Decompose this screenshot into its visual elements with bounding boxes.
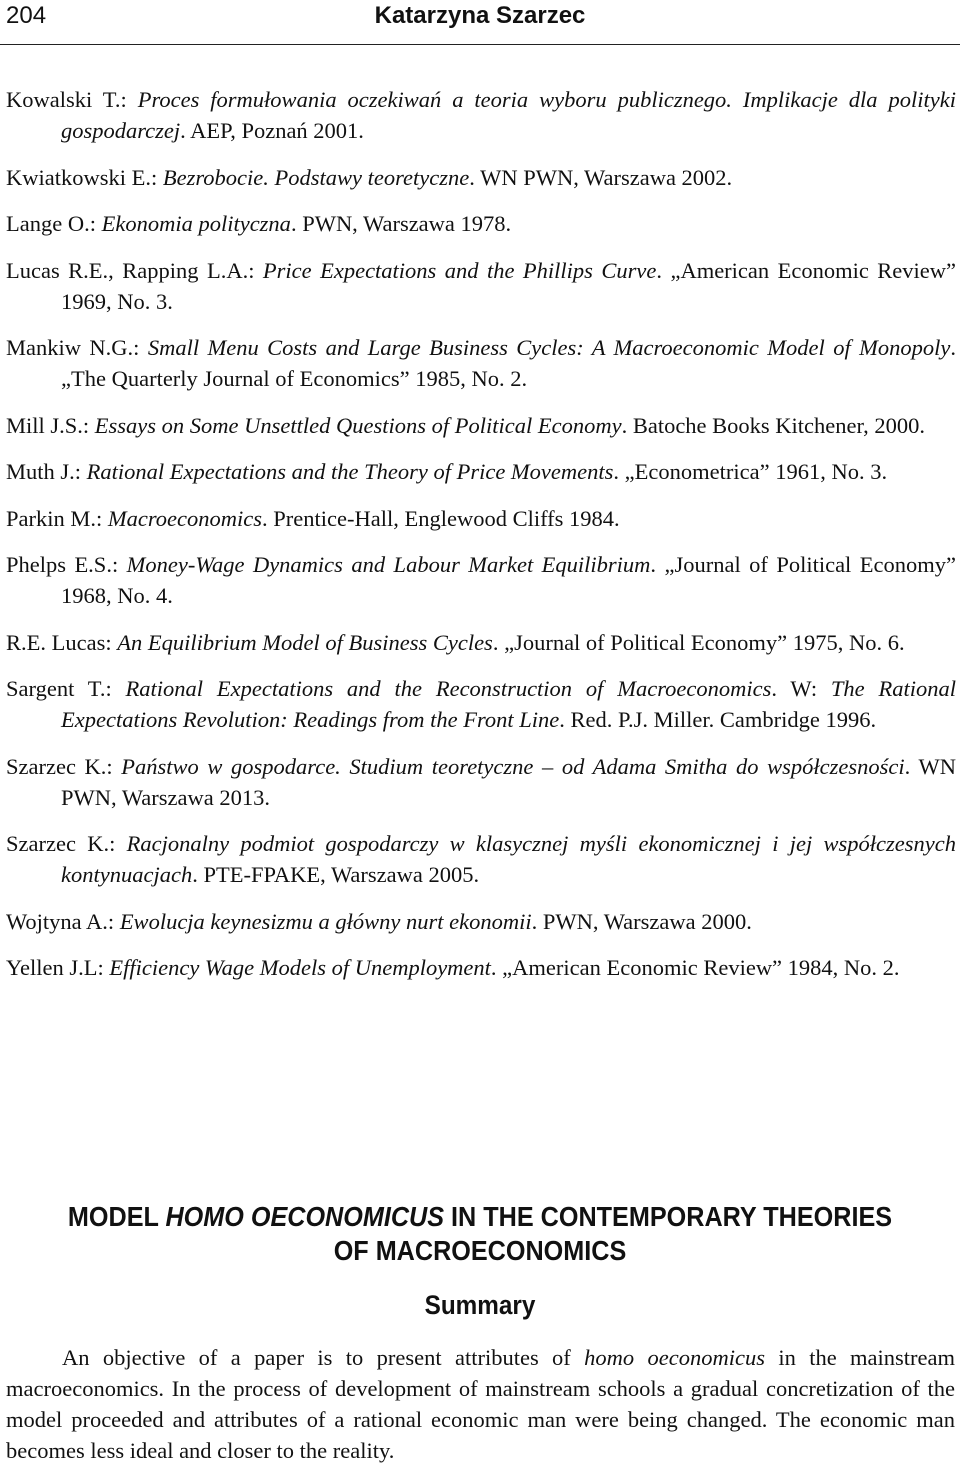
summary-italic: homo oeconomicus xyxy=(584,1345,765,1370)
reference-title: Ekonomia polityczna xyxy=(101,211,291,236)
reference-text: . „Journal of Political Economy” 1975, No. 6. xyxy=(492,629,905,655)
reference-text: . AEP, Poznań 2001. xyxy=(180,118,364,143)
reference-title: Bezrobocie. Podstawy teoretyczne xyxy=(162,164,470,190)
reference-text: . „Journal of Political Economy” 1968, No. 4. xyxy=(61,552,956,608)
reference-title: Money-Wage Dynamics and Labour Market Equilibrium xyxy=(126,552,651,577)
reference-item xyxy=(6,751,956,813)
reference-text: Kwiatkowski E.: xyxy=(6,164,163,190)
reference-title: Ewolucja keynesizmu a główny nurt ekonomii xyxy=(119,908,532,934)
summary-heading: Summary xyxy=(424,1290,536,1320)
reference-title: Essays on Some Unsettled Questions of Political Economy xyxy=(94,412,622,438)
reference-text: Yellen J.L: xyxy=(6,955,110,980)
summary-text-2: in the mainstream macroeconomics. In the process of development of mainstream schools a gradual concretization of the model proceeded and attributes of a rational economic man were being changed. The economic man becomes less ideal and closer to the reality. xyxy=(6,1345,956,1463)
article-title-line-2: OF MACROECONOMICS xyxy=(333,1235,627,1266)
reference-text: Lange O.: xyxy=(6,211,102,236)
reference-title: An Equilibrium Model of Business Cycles xyxy=(117,629,493,655)
reference-text: Mill J.S.: xyxy=(6,412,95,438)
reference-text: . PTE-FPAKE, Warszawa 2005. xyxy=(192,862,480,887)
reference-title: Macroeconomics xyxy=(107,505,263,531)
running-head xyxy=(0,0,960,45)
reference-text: . „American Economic Review” 1969, No. 3. xyxy=(61,257,956,314)
reference-text: . PWN, Warszawa 2000. xyxy=(531,908,752,934)
article-title xyxy=(48,1200,912,1268)
article-title-line-1 xyxy=(48,1200,912,1234)
reference-item xyxy=(6,410,956,441)
reference-item xyxy=(6,255,956,317)
reference-text: . PWN, Warszawa 1978. xyxy=(290,211,512,236)
reference-text: Szarzec K.: xyxy=(6,831,127,856)
reference-item xyxy=(6,84,956,146)
title-part-2: IN THE CONTEMPORARY THEORIES xyxy=(444,1201,893,1232)
reference-text: . Red. P.J. Miller. Cambridge 1996. xyxy=(559,707,877,732)
reference-text: Phelps E.S.: xyxy=(6,552,127,577)
reference-item xyxy=(6,673,956,735)
running-head-author: Katarzyna Szarzec xyxy=(374,2,586,29)
reference-text: Muth J.: xyxy=(6,459,87,484)
reference-text: . „The Quarterly Journal of Economics” 1985, No. 2. xyxy=(61,335,956,391)
reference-text: Szarzec K.: xyxy=(6,753,122,779)
reference-item xyxy=(6,503,956,534)
reference-item xyxy=(6,906,956,937)
reference-item xyxy=(6,627,956,658)
reference-item xyxy=(6,456,956,487)
reference-text: Kowalski T.: xyxy=(6,87,138,112)
reference-title: The Rational Expectations Revolution: Readings from the Front Line xyxy=(61,676,956,732)
reference-text: . WN PWN, Warszawa 2013. xyxy=(61,753,956,810)
reference-text: Mankiw N.G.: xyxy=(6,335,148,360)
reference-title: Small Menu Costs and Large Business Cycles: A Macroeconomic Model of Monopoly xyxy=(147,335,951,360)
reference-text: . WN PWN, Warszawa 2002. xyxy=(469,164,733,190)
reference-list xyxy=(6,84,956,999)
summary-text-1: An objective of a paper is to present attributes of xyxy=(62,1345,585,1370)
reference-text: . Prentice-Hall, Englewood Cliffs 1984. xyxy=(262,505,620,531)
reference-text: . W: xyxy=(771,676,831,701)
reference-text: R.E. Lucas: xyxy=(6,629,118,655)
reference-item xyxy=(6,828,956,890)
reference-text: . „American Economic Review” 1984, No. 2. xyxy=(490,955,900,980)
reference-text: Wojtyna A.: xyxy=(6,908,120,934)
reference-item xyxy=(6,332,956,394)
summary-paragraph xyxy=(6,1342,955,1466)
title-part-1: MODEL xyxy=(67,1201,166,1232)
reference-text: Lucas R.E., Rapping L.A.: xyxy=(6,257,263,283)
reference-title: Państwo w gospodarce. Studium teoretyczne – od Adama Smitha do współczesności xyxy=(121,753,905,779)
reference-title: Price Expectations and the Phillips Curve xyxy=(262,257,657,283)
reference-title: Efficiency Wage Models of Unemployment xyxy=(109,955,491,980)
reference-item xyxy=(6,208,956,239)
page-number: 204 xyxy=(6,2,47,29)
reference-title: Rational Expectations and the Theory of Price Movements xyxy=(86,459,614,484)
reference-text: . „Econometrica” 1961, No. 3. xyxy=(613,459,888,484)
reference-title: Racjonalny podmiot gospodarczy w klasycznej myśli ekonomicznej i jej współczesnych kontynuacjach xyxy=(61,831,956,887)
reference-item xyxy=(6,549,956,611)
title-italic: HOMO OECONOMICUS xyxy=(165,1201,445,1232)
reference-text: Parkin M.: xyxy=(6,505,108,531)
reference-title: Proces formułowania oczekiwań a teoria wyboru publicznego. Implikacje dla polityki gospodarczej xyxy=(61,87,956,143)
reference-item xyxy=(6,952,956,983)
reference-text: Sargent T.: xyxy=(6,676,126,701)
reference-title: Rational Expectations and the Reconstruction of Macroeconomics xyxy=(125,676,772,701)
reference-item xyxy=(6,162,956,193)
reference-text: . Batoche Books Kitchener, 2000. xyxy=(621,412,925,438)
